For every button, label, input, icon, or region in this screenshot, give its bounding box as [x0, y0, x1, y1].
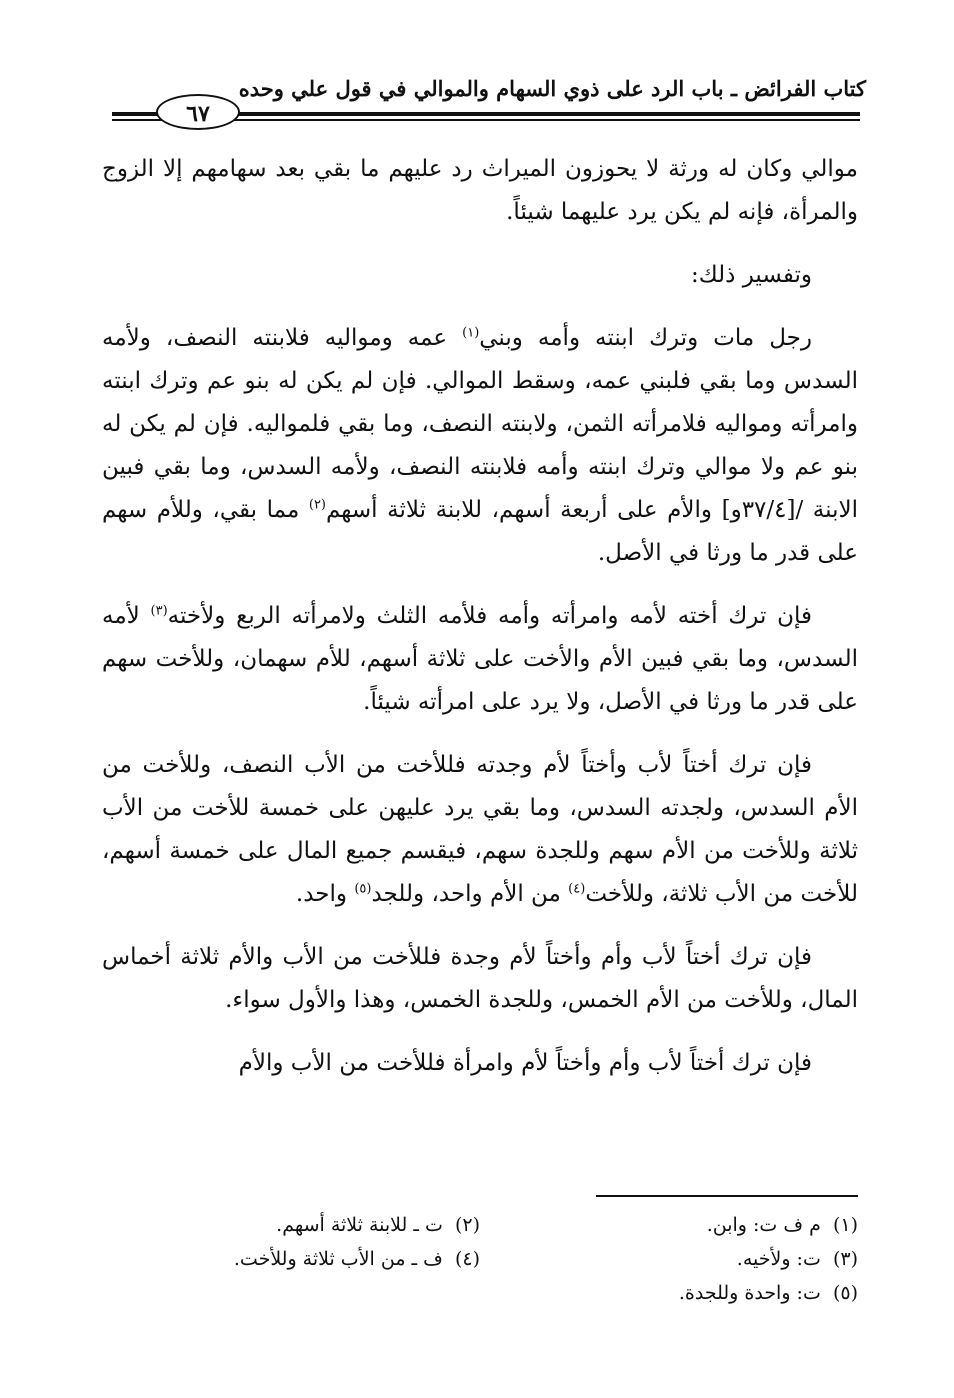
paragraph-text: مما بقي، وللأم سهم على قدر ما ورثا في الأصل. [102, 497, 858, 566]
footnote-marker: (٥) [354, 881, 372, 897]
paragraph-p3 [102, 317, 858, 575]
footnote-marker: (٣) [150, 603, 168, 619]
footnote-number: (٥) [832, 1282, 858, 1304]
footnote-text: ف ـ من الأب ثلاثة وللأخت. [233, 1248, 443, 1270]
footnote-marker: (٢) [308, 497, 326, 513]
paragraph-text: فإن ترك أختاً لأب وأختاً لأم وجدته فللأخت من الأب النصف، وللأخت من الأم السدس، ولجدته السدس، وما بقي يرد عليهن على خمسة للأخت من الأب ثلاثة وللأخت من الأم سهم وللجدة سهم، فيقسم جميع المال على خمسة أسهم، للأخت من الأب ثلاثة، وللأخت [102, 752, 858, 907]
footnote-marker: (٤) [568, 881, 586, 897]
footnote-row [102, 1208, 858, 1242]
paragraph-text: عمه ومواليه فلابنته النصف، ولأمه السدس وما بقي فلبني عمه، وسقط الموالي. فإن لم يكن له بنو عم وترك ابنته وامرأته ومواليه فلامرأته الثمن، ولابنته النصف، وما بقي فلمواليه. فإن لم يكن له بنو عم ولا موالي وترك ابنته وأمه فلابنته النصف، ولأمه السدس، وما بقي فبين الابنة /[٣٧/٤و] والأم على أربعة أسهم، للابنة ثلاثة أسهم [102, 325, 858, 523]
footnote-number: (٤) [454, 1248, 480, 1270]
paragraph-p2 [102, 254, 858, 297]
paragraph-text: رجل مات وترك ابنته وأمه وبني [479, 325, 812, 351]
paragraph-text: وتفسير ذلك: [691, 262, 812, 288]
footnote-1 [480, 1208, 858, 1242]
footnote-3 [480, 1242, 858, 1276]
paragraph-text: فإن ترك أختاً لأب وأم وأختاً لأم وامرأة فللأخت من الأب والأم [238, 1050, 812, 1076]
footnote-number: (٢) [454, 1214, 480, 1236]
main-text [102, 148, 858, 1105]
footnote-separator [596, 1195, 858, 1197]
paragraph-text: فإن ترك أختاً لأب وأم وأختاً لأم وجدة فللأخت من الأب والأم ثلاثة أخماس المال، وللأخت من الأم الخمس، وللجدة الخمس، وهذا والأول سواء. [102, 944, 858, 1013]
paragraph-p7 [102, 1042, 858, 1085]
paragraph-text: واحد. [295, 881, 355, 907]
paragraph-p5 [102, 744, 858, 916]
footnote-text: ت ـ للابنة ثلاثة أسهم. [276, 1214, 443, 1236]
footnote-4 [102, 1242, 480, 1276]
footnote-row [102, 1242, 858, 1276]
paragraph-text: من الأم واحد، وللجد [371, 881, 569, 907]
footnote-text: م ف ت: وابن. [706, 1214, 821, 1236]
running-header: كتاب الفرائض ـ باب الرد على ذوي السهام والموالي في قول علي وحده [238, 76, 866, 101]
paragraph-text: موالي وكان له ورثة لا يحوزون الميراث رد عليهم ما بقي بعد سهامهم إلا الزوج والمرأة، فإنه لم يكن يرد عليهما شيئاً. [102, 156, 858, 225]
footnotes [102, 1208, 858, 1310]
paragraph-p6 [102, 936, 858, 1022]
paragraph-p4 [102, 595, 858, 724]
page-number: ٦٧ [156, 94, 240, 130]
paragraph-p1 [102, 148, 858, 234]
footnote-text: ت: ولأخيه. [736, 1248, 821, 1270]
paragraph-text: لأمه السدس، وما بقي فبين الأم والأخت على ثلاثة أسهم، للأم سهمان، وللأخت سهم على قدر ما ورثا في الأصل، ولا يرد على امرأته شيئاً. [102, 603, 858, 715]
paragraph-text: فإن ترك أخته لأمه وامرأته وأمه فلأمه الثلث ولامرأته الربع ولأخته [167, 603, 812, 629]
footnote-number: (٣) [832, 1248, 858, 1270]
footnote-text: ت: واحدة وللجدة. [678, 1282, 821, 1304]
footnote-marker: (١) [462, 325, 480, 341]
footnote-row [102, 1276, 858, 1310]
footnote-number: (١) [832, 1214, 858, 1236]
footnote-2 [102, 1208, 480, 1242]
footnote-5 [480, 1276, 858, 1310]
